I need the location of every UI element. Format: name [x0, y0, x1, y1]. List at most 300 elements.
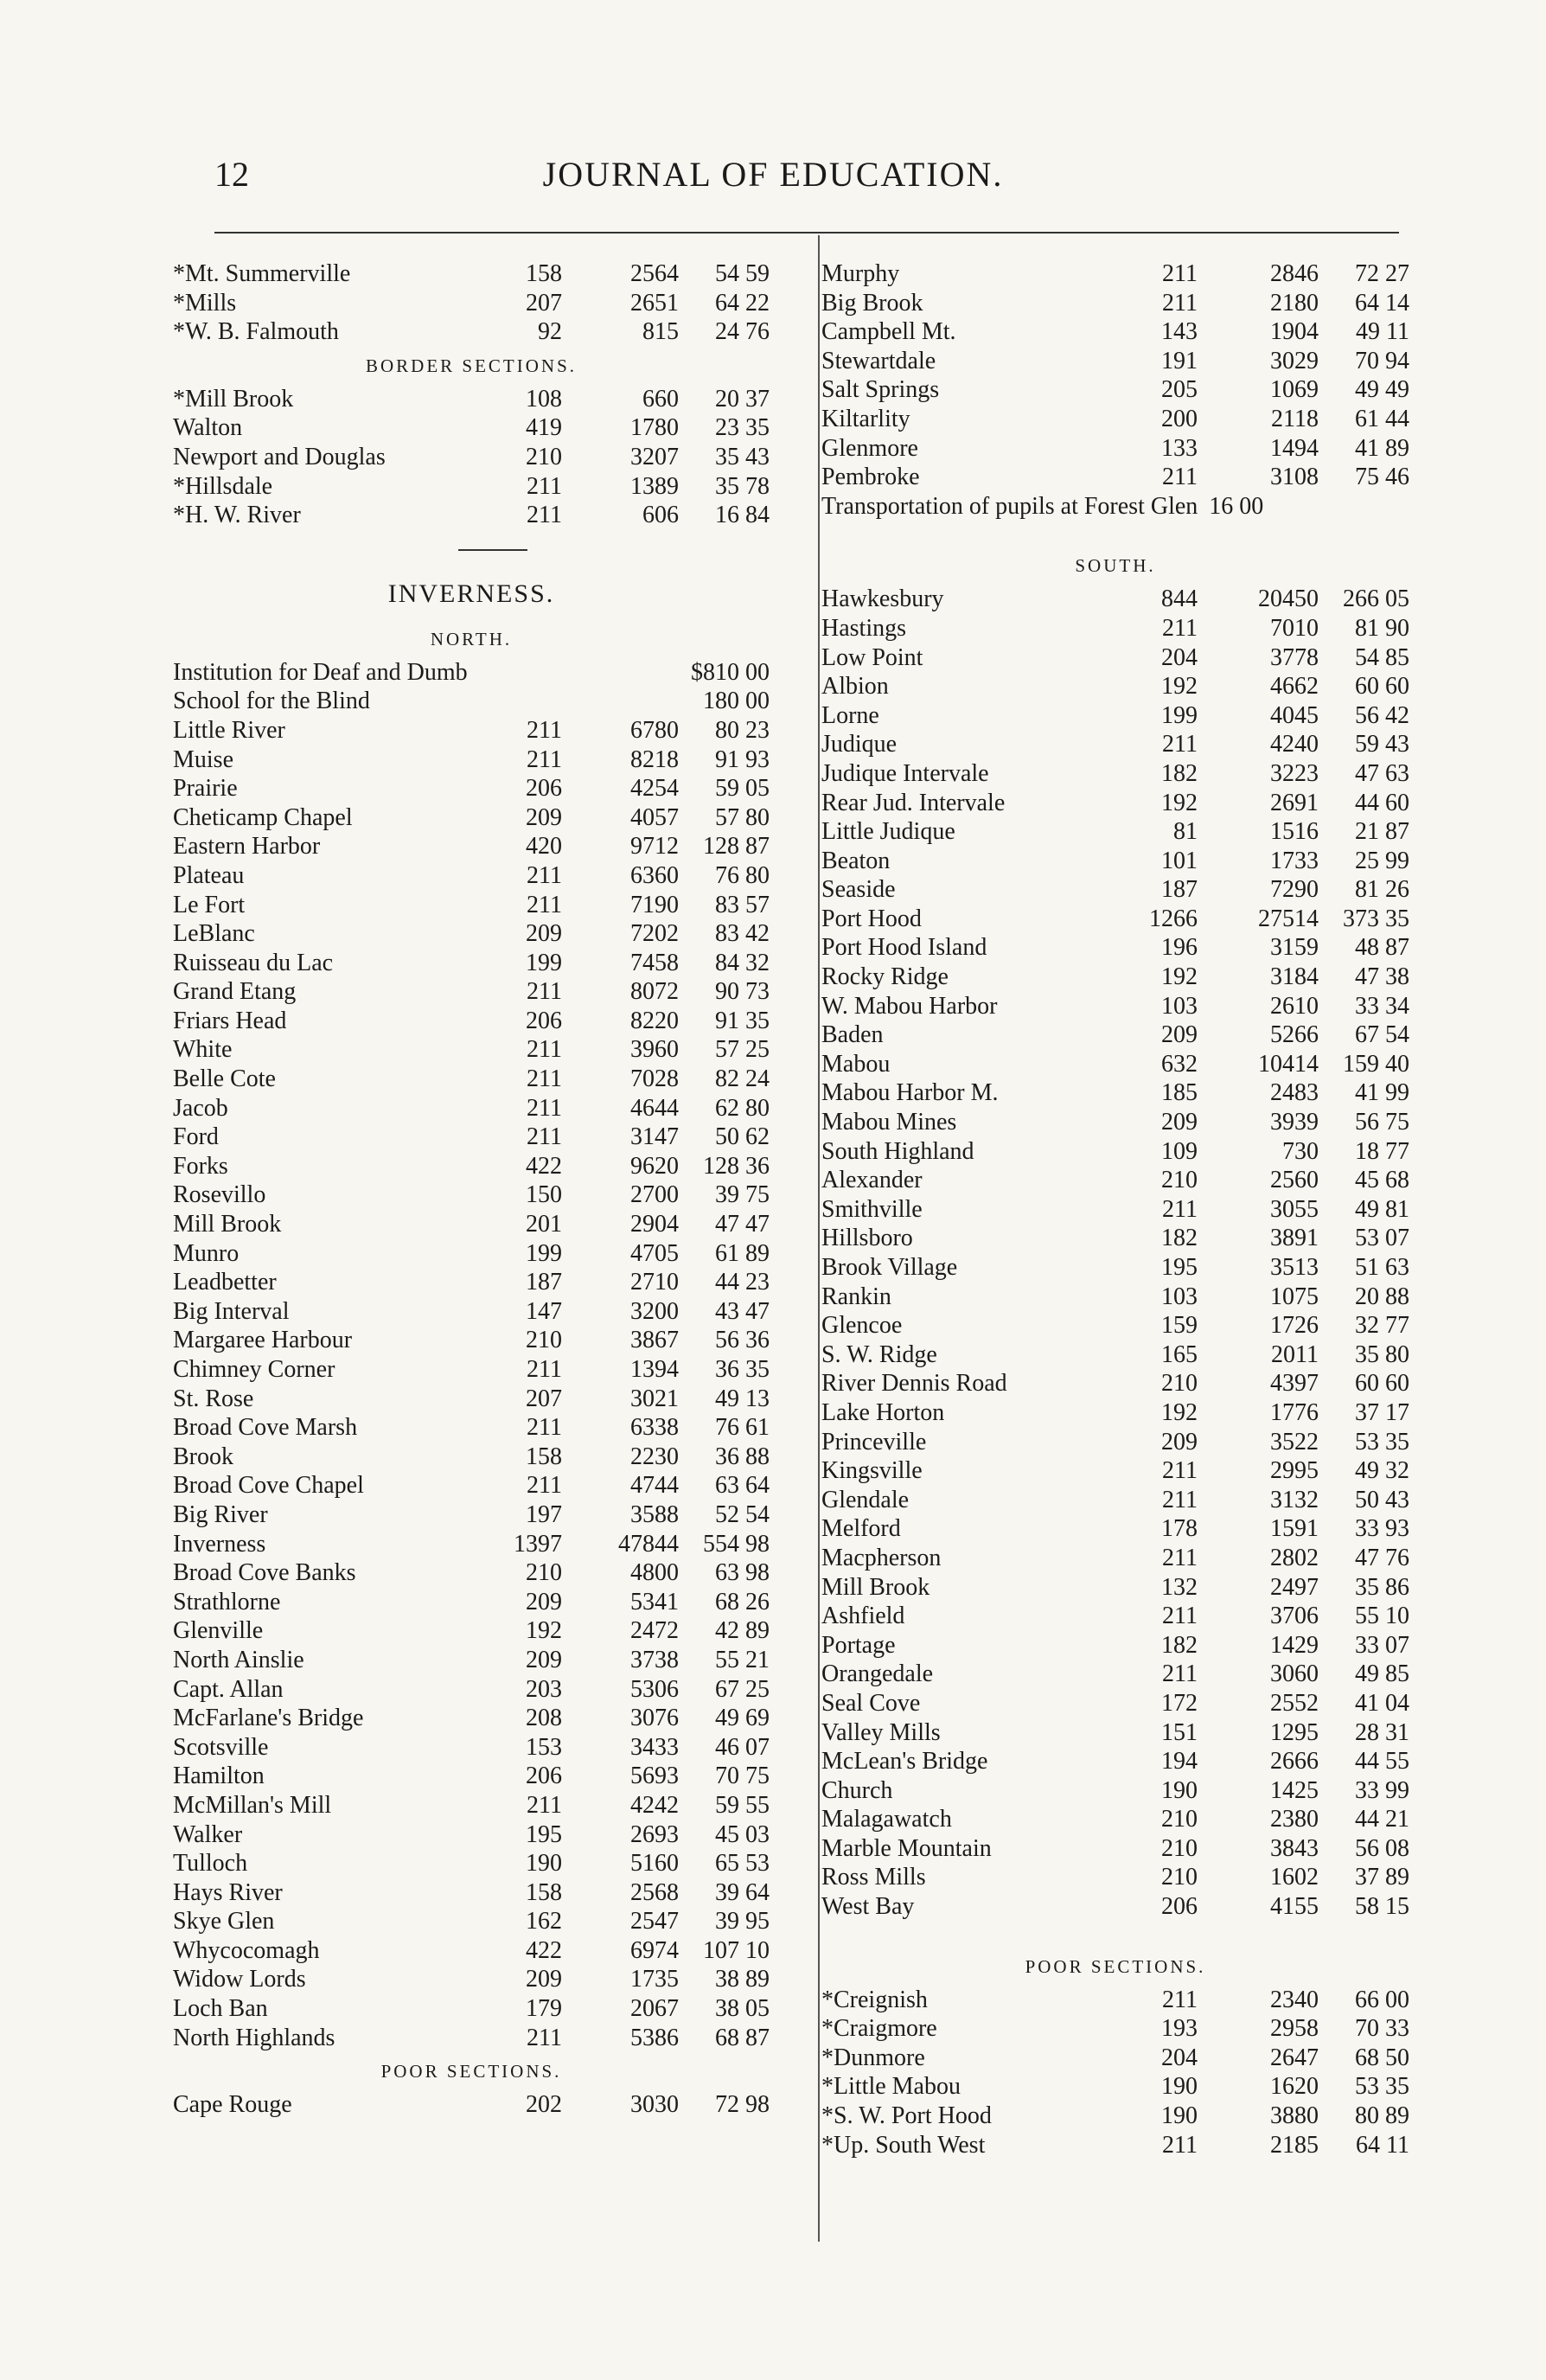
table-row: [821, 2072, 1409, 2102]
cell-days: 3132: [1270, 1486, 1319, 1513]
cell-name: Belle Cote: [173, 1065, 276, 1093]
table-row: [173, 1965, 770, 1994]
cell-pupils: 210: [526, 1559, 562, 1587]
table-row: [173, 1180, 770, 1210]
cell-name: Rankin: [821, 1283, 891, 1310]
cell-amount: 90 73: [715, 978, 770, 1006]
table-row: [173, 259, 770, 289]
table-row: [821, 1166, 1409, 1195]
cell-name: W. Mabou Harbor: [821, 992, 998, 1020]
south-heading: SOUTH.: [1075, 555, 1156, 577]
cell-pupils: 209: [526, 1588, 562, 1615]
table-row: [821, 1050, 1409, 1079]
cell-days: 2691: [1270, 789, 1319, 816]
cell-amount: 83 57: [715, 891, 770, 918]
cell-days: 2185: [1270, 2131, 1319, 2159]
cell-name: Ruisseau du Lac: [173, 949, 334, 976]
table-row: [173, 1385, 770, 1414]
cell-days: 5306: [630, 1675, 679, 1703]
cell-days: 1394: [630, 1356, 679, 1383]
cell-name: Hamilton: [173, 1763, 265, 1790]
cell-amount: 49 81: [1355, 1195, 1409, 1223]
cell-pupils: 192: [1161, 789, 1198, 816]
cell-name: Alexander: [821, 1167, 923, 1194]
cell-days: 3891: [1270, 1225, 1319, 1252]
table-row: [173, 1239, 770, 1269]
cell-name: Big River: [173, 1500, 268, 1528]
cell-days: 2560: [1270, 1167, 1319, 1194]
cell-name: Widow Lords: [173, 1966, 306, 1993]
cell-name: Prairie: [173, 775, 238, 803]
cell-pupils: 199: [526, 949, 562, 976]
cell-name: North Highlands: [173, 2024, 335, 2051]
cell-days: 6360: [630, 861, 679, 889]
table-row: [821, 2131, 1409, 2160]
cell-name: Skye Glen: [173, 1908, 275, 1935]
cell-pupils: 190: [1161, 2073, 1198, 2101]
cell-pupils: 103: [1161, 992, 1198, 1020]
poor-sections-table: [173, 2090, 770, 2120]
table-row: [821, 1834, 1409, 1864]
table-row: [821, 1747, 1409, 1776]
table-row: [173, 1443, 770, 1472]
cell-days: 2011: [1271, 1340, 1319, 1368]
cell-pupils: 196: [1161, 934, 1198, 962]
table-row: [821, 789, 1409, 818]
table-row: [173, 1704, 770, 1733]
cell-days: 1904: [1270, 318, 1319, 346]
cell-days: 2666: [1270, 1748, 1319, 1775]
cell-name: Big Brook: [821, 289, 923, 317]
table-row: [173, 832, 770, 861]
cell-pupils: 632: [1161, 1050, 1198, 1078]
cell-amount: 49 11: [1356, 318, 1409, 346]
cell-name: *Craigmore: [821, 2015, 937, 2043]
transport-label: Transportation of pupils at Forest Glen: [821, 492, 1198, 520]
cell-pupils: 210: [1161, 1806, 1198, 1833]
cell-pupils: 211: [1162, 1603, 1198, 1630]
cell-amount: 33 99: [1355, 1776, 1409, 1804]
cell-pupils: 211: [1162, 1195, 1198, 1223]
left-top-table: [173, 259, 770, 347]
table-row: [821, 1428, 1409, 1457]
cell-name: Brook: [173, 1443, 233, 1470]
right-column: [821, 259, 1409, 2159]
cell-name: Church: [821, 1776, 893, 1804]
cell-days: 730: [1282, 1137, 1319, 1165]
cell-days: 3960: [630, 1036, 679, 1064]
table-row: [173, 501, 770, 530]
cell-amount: 60 60: [1355, 1370, 1409, 1398]
cell-amount: 56 42: [1355, 701, 1409, 729]
cell-name: Beaton: [821, 847, 891, 874]
cell-amount: 37 17: [1355, 1398, 1409, 1426]
cell-days: 2340: [1270, 1986, 1319, 2013]
cell-pupils: 208: [526, 1705, 562, 1732]
cell-amount: 37 89: [1355, 1864, 1409, 1891]
table-row: [821, 1195, 1409, 1225]
cell-amount: 33 93: [1355, 1515, 1409, 1543]
cell-amount: 45 03: [715, 1820, 770, 1848]
cell-amount: 91 93: [715, 745, 770, 773]
table-row: [821, 992, 1409, 1021]
table-row: [173, 1152, 770, 1181]
cell-pupils: 192: [1161, 673, 1198, 701]
cell-name: Plateau: [173, 861, 245, 889]
cell-days: 5341: [630, 1588, 679, 1615]
table-row: [821, 1986, 1409, 2015]
cell-pupils: 211: [1162, 731, 1198, 758]
cell-name: Mabou Mines: [821, 1109, 957, 1136]
table-row: [821, 1631, 1409, 1660]
cell-days: 2483: [1270, 1079, 1319, 1107]
table-row: [173, 1994, 770, 2024]
cell-amount: 41 99: [1355, 1079, 1409, 1107]
cell-days: 3778: [1270, 643, 1319, 671]
cell-amount: 91 35: [715, 1007, 770, 1034]
cell-amount: 44 21: [1355, 1806, 1409, 1833]
cell-name: Glenville: [173, 1617, 264, 1645]
cell-name: Strathlorne: [173, 1588, 281, 1615]
table-row: [821, 817, 1409, 847]
cell-days: 2610: [1270, 992, 1319, 1020]
cell-amount: 24 76: [715, 318, 770, 346]
cell-name: Mabou: [821, 1050, 891, 1078]
column-divider: [818, 235, 820, 2242]
cell-days: 1429: [1270, 1631, 1319, 1659]
cell-name: South Highland: [821, 1137, 974, 1165]
cell-days: 2564: [630, 260, 679, 287]
cell-days: 1075: [1270, 1283, 1319, 1310]
cell-pupils: 158: [526, 260, 562, 287]
cell-amount: 47 76: [1355, 1544, 1409, 1571]
cell-amount: 61 44: [1355, 405, 1409, 432]
cell-name: Valley Mills: [821, 1718, 941, 1746]
table-row: [821, 933, 1409, 963]
cell-pupils: 211: [527, 1036, 562, 1064]
cell-pupils: 211: [527, 1414, 562, 1442]
cell-name: Kiltarlity: [821, 405, 910, 432]
cell-pupils: 422: [526, 1152, 562, 1180]
cell-days: 4057: [630, 803, 679, 831]
cell-amount: 60 60: [1355, 673, 1409, 701]
table-row: [173, 658, 770, 688]
poor-sections-heading: POOR SECTIONS.: [380, 2061, 562, 2082]
cell-amount: 82 24: [715, 1065, 770, 1093]
cell-days: 8218: [630, 745, 679, 773]
cell-days: 47844: [618, 1530, 679, 1558]
cell-amount: 36 88: [715, 1443, 770, 1470]
cell-days: 2846: [1270, 260, 1319, 287]
cell-amount: 35 86: [1355, 1573, 1409, 1601]
table-row: [821, 1456, 1409, 1486]
cell-name: Broad Cove Chapel: [173, 1472, 364, 1500]
table-row: [821, 1573, 1409, 1603]
cell-name: S. W. Ridge: [821, 1340, 937, 1368]
cell-amount: 20 88: [1355, 1283, 1409, 1310]
table-row: [173, 413, 770, 443]
cell-name: Broad Cove Banks: [173, 1559, 356, 1587]
cell-amount: 56 36: [715, 1327, 770, 1354]
cell-pupils: 147: [526, 1297, 562, 1325]
cell-pupils: 182: [1161, 1631, 1198, 1659]
south-sections-table: [821, 585, 1409, 1921]
cell-days: 606: [642, 502, 679, 529]
cell-name: Salt Springs: [821, 376, 940, 404]
cell-days: 1780: [630, 414, 679, 442]
cell-amount: 47 47: [715, 1211, 770, 1238]
cell-pupils: 192: [1161, 1398, 1198, 1426]
table-row: [173, 861, 770, 891]
cell-days: 1494: [1270, 434, 1319, 462]
table-row: [821, 2102, 1409, 2131]
cell-amount: 39 95: [715, 1908, 770, 1935]
cell-pupils: 209: [1161, 1109, 1198, 1136]
cell-name: Brook Village: [821, 1254, 958, 1281]
cell-days: 1776: [1270, 1398, 1319, 1426]
cell-pupils: 211: [1162, 260, 1198, 287]
cell-name: Walker: [173, 1820, 243, 1848]
cell-pupils: 179: [526, 1995, 562, 2023]
cell-amount: 54 59: [715, 260, 770, 287]
cell-amount: 64 22: [715, 289, 770, 317]
table-row: [173, 1936, 770, 1966]
cell-name: McMillan's Mill: [173, 1791, 332, 1819]
cell-amount: 59 05: [715, 775, 770, 803]
cell-name: *Mill Brook: [173, 385, 294, 413]
table-row: [821, 1283, 1409, 1312]
cell-amount: 42 89: [715, 1617, 770, 1645]
cell-pupils: 207: [526, 1385, 562, 1412]
cell-name: Portage: [821, 1631, 896, 1659]
cell-pupils: 190: [526, 1850, 562, 1878]
cell-amount: 35 80: [1355, 1340, 1409, 1368]
cell-name: Friars Head: [173, 1007, 287, 1034]
cell-pupils: 209: [526, 803, 562, 831]
poor-sections-table-right: [821, 1986, 1409, 2160]
cell-amount: 48 87: [1355, 934, 1409, 962]
cell-amount: 64 11: [1356, 2131, 1409, 2159]
cell-amount: 76 80: [715, 861, 770, 889]
table-row: [821, 2044, 1409, 2073]
cell-days: 9620: [630, 1152, 679, 1180]
spacer: [821, 1922, 1409, 1948]
cell-days: 5693: [630, 1763, 679, 1790]
table-row: [173, 1849, 770, 1878]
cell-days: 3200: [630, 1297, 679, 1325]
cell-name: Grand Etang: [173, 978, 297, 1006]
cell-name: *Hillsdale: [173, 472, 273, 500]
cell-days: 4744: [630, 1472, 679, 1500]
table-row: [821, 701, 1409, 731]
cell-days: 7458: [630, 949, 679, 976]
cell-amount: 63 98: [715, 1559, 770, 1587]
cell-amount: 80 23: [715, 716, 770, 744]
cell-name: Big Interval: [173, 1297, 290, 1325]
cell-days: 3843: [1270, 1834, 1319, 1862]
cell-days: 2552: [1270, 1689, 1319, 1717]
cell-pupils: 185: [1161, 1079, 1198, 1107]
table-row: [173, 774, 770, 803]
cell-amount: 70 33: [1355, 2015, 1409, 2043]
table-row: [821, 289, 1409, 318]
cell-pupils: 158: [526, 1878, 562, 1906]
table-row: [821, 847, 1409, 876]
cell-amount: 67 54: [1355, 1021, 1409, 1049]
cell-days: 1620: [1270, 2073, 1319, 2101]
cell-days: 2693: [630, 1820, 679, 1848]
cell-days: 3184: [1270, 963, 1319, 991]
cell-amount: 67 25: [715, 1675, 770, 1703]
cell-name: *Dunmore: [821, 2044, 925, 2071]
cell-amount: 107 10: [703, 1936, 770, 1964]
cell-days: 2180: [1270, 289, 1319, 317]
cell-name: North Ainslie: [173, 1646, 304, 1673]
cell-pupils: 194: [1161, 1748, 1198, 1775]
cell-name: Port Hood: [821, 905, 922, 932]
cell-pupils: 103: [1161, 1283, 1198, 1310]
cell-amount: 28 31: [1355, 1718, 1409, 1746]
cell-name: Forks: [173, 1152, 228, 1180]
cell-days: 7202: [630, 920, 679, 948]
cell-days: 3021: [630, 1385, 679, 1412]
cell-days: 1516: [1270, 818, 1319, 846]
table-row: [821, 375, 1409, 405]
table-row: [821, 730, 1409, 759]
cell-name: Hillsboro: [821, 1225, 913, 1252]
cell-name: Capt. Allan: [173, 1675, 284, 1703]
cell-pupils: 206: [526, 1007, 562, 1034]
cell-pupils: 206: [1161, 1893, 1198, 1921]
cell-name: Kingsville: [821, 1457, 923, 1485]
cell-days: 3433: [630, 1733, 679, 1761]
cell-pupils: 206: [526, 1763, 562, 1790]
table-row: [173, 1065, 770, 1094]
table-row: [173, 1326, 770, 1355]
table-row: [173, 1355, 770, 1385]
cell-days: 27514: [1258, 905, 1319, 932]
cell-name: McFarlane's Bridge: [173, 1705, 364, 1732]
cell-days: 1591: [1270, 1515, 1319, 1543]
cell-pupils: 211: [1162, 2131, 1198, 2159]
cell-amount: 59 43: [1355, 731, 1409, 758]
cell-amount: 41 89: [1355, 434, 1409, 462]
cell-amount: 55 21: [715, 1646, 770, 1673]
table-row: [173, 1733, 770, 1763]
cell-amount: 63 64: [715, 1472, 770, 1500]
table-row: [173, 2090, 770, 2120]
right-top-table: [821, 259, 1409, 492]
cell-name: Little River: [173, 716, 285, 744]
cell-name: *Little Mabou: [821, 2073, 961, 2101]
cell-name: Scotsville: [173, 1733, 269, 1761]
cell-days: 4045: [1270, 701, 1319, 729]
cell-amount: 68 87: [715, 2024, 770, 2051]
cell-days: 3867: [630, 1327, 679, 1354]
cell-name: Judique Intervale: [821, 759, 989, 787]
table-row: [173, 1907, 770, 1936]
cell-days: 4662: [1270, 673, 1319, 701]
cell-amount: 58 15: [1355, 1893, 1409, 1921]
cell-name: Chimney Corner: [173, 1356, 335, 1383]
cell-days: 2497: [1270, 1573, 1319, 1601]
cell-name: Campbell Mt.: [821, 318, 956, 346]
table-row: [821, 1514, 1409, 1544]
cell-name: St. Rose: [173, 1385, 254, 1412]
spacer: [821, 521, 1409, 547]
cell-days: 8220: [630, 1007, 679, 1034]
table-row: [821, 1660, 1409, 1689]
cell-days: 815: [642, 318, 679, 346]
cell-pupils: 210: [1161, 1864, 1198, 1891]
cell-days: 3029: [1270, 347, 1319, 374]
cell-name: Lorne: [821, 701, 879, 729]
cell-amount: 53 35: [1355, 2073, 1409, 2101]
table-row: [173, 472, 770, 502]
table-row: [173, 1268, 770, 1297]
cell-pupils: 190: [1161, 1776, 1198, 1804]
cell-amount: 62 80: [715, 1094, 770, 1122]
cell-name: Smithville: [821, 1195, 923, 1223]
cell-name: Cape Rouge: [173, 2091, 292, 2119]
table-row: [173, 1471, 770, 1500]
table-row: [173, 1791, 770, 1820]
table-row: [821, 259, 1409, 289]
cell-pupils: 133: [1161, 434, 1198, 462]
cell-amount: 49 85: [1355, 1660, 1409, 1688]
cell-amount: 44 23: [715, 1269, 770, 1296]
table-row: [821, 875, 1409, 905]
table-row: [173, 1878, 770, 1908]
cell-pupils: 172: [1161, 1689, 1198, 1717]
cell-name: Glencoe: [821, 1312, 903, 1340]
table-row: [821, 1776, 1409, 1806]
cell-amount: 61 89: [715, 1239, 770, 1267]
cell-amount: 70 75: [715, 1763, 770, 1790]
cell-amount: 49 69: [715, 1705, 770, 1732]
cell-days: 2802: [1270, 1544, 1319, 1571]
table-row: [173, 716, 770, 745]
cell-pupils: 209: [526, 920, 562, 948]
table-row: [173, 949, 770, 978]
cell-name: Mabou Harbor M.: [821, 1079, 999, 1107]
cell-days: 6338: [630, 1414, 679, 1442]
cell-name: Pembroke: [821, 464, 920, 491]
cell-pupils: 420: [526, 833, 562, 861]
cell-days: 2118: [1271, 405, 1319, 432]
cell-name: *H. W. River: [173, 502, 301, 529]
cell-days: 7190: [630, 891, 679, 918]
table-row: [821, 1718, 1409, 1748]
cell-name: Malagawatch: [821, 1806, 952, 1833]
cell-pupils: 192: [1161, 963, 1198, 991]
cell-pupils: 158: [526, 1443, 562, 1470]
cell-name: Princeville: [821, 1428, 927, 1456]
header-rule: [214, 232, 1399, 234]
cell-pupils: 101: [1161, 847, 1198, 874]
cell-amount: 68 50: [1355, 2044, 1409, 2071]
cell-name: Ashfield: [821, 1603, 905, 1630]
cell-name: Tulloch: [173, 1850, 248, 1878]
cell-amount: 266 05: [1343, 585, 1409, 613]
cell-pupils: 211: [1162, 1457, 1198, 1485]
cell-days: 5386: [630, 2024, 679, 2051]
cell-pupils: 108: [526, 385, 562, 413]
cell-amount: 57 25: [715, 1036, 770, 1064]
cell-name: Munro: [173, 1239, 240, 1267]
cell-pupils: 211: [1162, 614, 1198, 642]
cell-days: 2651: [630, 289, 679, 317]
